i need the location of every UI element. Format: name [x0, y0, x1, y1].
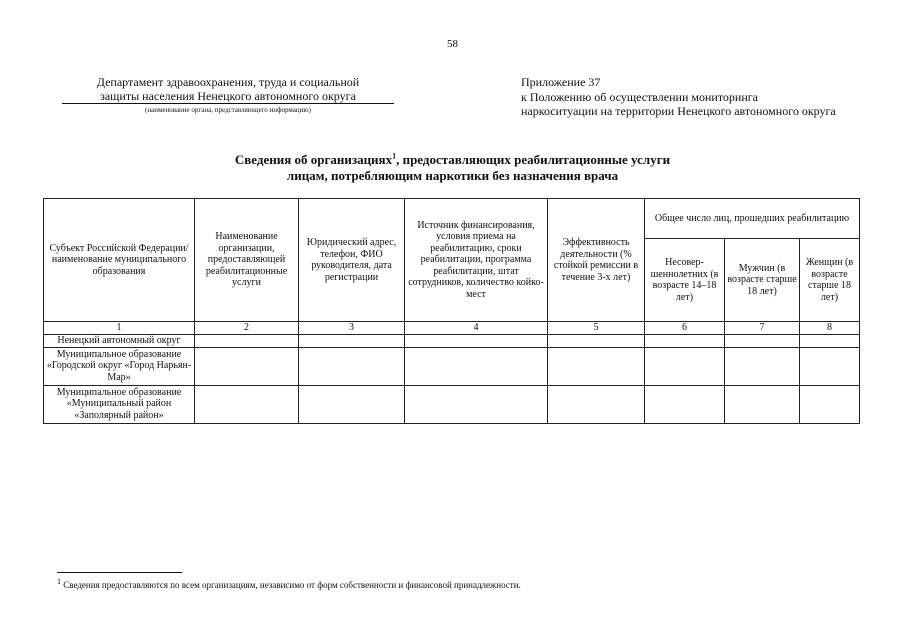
header-funding: Источник финансирования, условия приема на реабилитацию, сроки реабилитации, программа реабилитации, штат сотрудников, количество койко-мест	[405, 199, 548, 322]
column-number: 2	[195, 322, 299, 335]
table-cell	[645, 347, 725, 385]
header-organization: Наименование организации, предоставляющей реабилитационные услуги	[195, 199, 299, 322]
column-number: 6	[645, 322, 725, 335]
table-cell	[548, 347, 645, 385]
header-men: Мужчин (в возрасте старше 18 лет)	[725, 239, 800, 322]
header-efficiency: Эффективность деятельности (% стойкой ремиссии в течение 3-х лет)	[548, 199, 645, 322]
title-line-1	[0, 152, 905, 168]
table-cell	[405, 335, 548, 348]
department-line-2: защиты населения Ненецкого автономного округа	[62, 89, 394, 104]
table-cell	[405, 347, 548, 385]
table-cell	[548, 385, 645, 423]
department-block	[62, 75, 394, 104]
table-cell	[195, 347, 299, 385]
footnote-text: Сведения предоставляются по всем организациям, независимо от форм собственности и финансовой принадлежности.	[61, 580, 521, 590]
table-cell	[195, 385, 299, 423]
table-cell	[725, 385, 800, 423]
appendix-line-2: к Положению об осуществлении мониторинга	[521, 89, 759, 104]
column-number: 1	[44, 322, 195, 335]
title-line-2: лицам, потребляющим наркотики без назначения врача	[286, 168, 619, 183]
column-number: 3	[299, 322, 405, 335]
column-number: 4	[405, 322, 548, 335]
appendix-block	[521, 75, 836, 119]
table-row	[44, 385, 860, 423]
table-row	[44, 347, 860, 385]
title-footnote-mark: 1	[392, 151, 397, 161]
table-cell	[195, 335, 299, 348]
table-cell	[405, 385, 548, 423]
document-title	[0, 152, 905, 184]
page-number: 58	[447, 38, 458, 50]
header-total-group: Общее число лиц, прошедших реабилитацию	[645, 199, 860, 239]
table-cell	[800, 385, 860, 423]
footnote-separator	[57, 572, 182, 573]
row-subject: Муниципальное образование «Муниципальный район «Заполярный район»	[44, 385, 195, 423]
column-number: 8	[800, 322, 860, 335]
table-cell	[645, 335, 725, 348]
table-cell	[645, 385, 725, 423]
column-number: 5	[548, 322, 645, 335]
table-cell	[725, 347, 800, 385]
footnote-mark: 1	[57, 577, 61, 586]
table-cell	[299, 335, 405, 348]
title-line-1-start: Сведения об организациях	[234, 152, 393, 167]
table-row	[44, 335, 860, 348]
header-minors: Несовер-шеннолетних (в возрасте 14–18 лет)	[645, 239, 725, 322]
table-cell	[800, 347, 860, 385]
department-line-1: Департамент здравоохранения, труда и социальной	[96, 75, 360, 89]
appendix-line-3: наркоситуации на территории Ненецкого автономного округа	[521, 104, 836, 118]
header-address: Юридический адрес, телефон, ФИО руководителя, дата регистрации	[299, 199, 405, 322]
table-cell	[800, 335, 860, 348]
appendix-line-1: Приложение 37	[521, 75, 601, 89]
table-cell	[299, 347, 405, 385]
footnote	[57, 577, 521, 590]
title-line-1-end: , предоставляющих реабилитационные услуги	[396, 152, 671, 167]
rehabilitation-table	[43, 198, 860, 424]
table-cell	[725, 335, 800, 348]
column-number: 7	[725, 322, 800, 335]
header-subject: Субъект Российской Федерации/ наименование муниципального образования	[44, 199, 195, 322]
table-cell	[299, 385, 405, 423]
row-subject: Муниципальное образование «Городской округ «Город Нарьян-Мар»	[44, 347, 195, 385]
table-cell	[548, 335, 645, 348]
department-caption: (наименование органа, представляющего информацию)	[145, 106, 311, 114]
header-women: Женщин (в возрасте старше 18 лет)	[800, 239, 860, 322]
row-subject: Ненецкий автономный округ	[44, 335, 195, 348]
